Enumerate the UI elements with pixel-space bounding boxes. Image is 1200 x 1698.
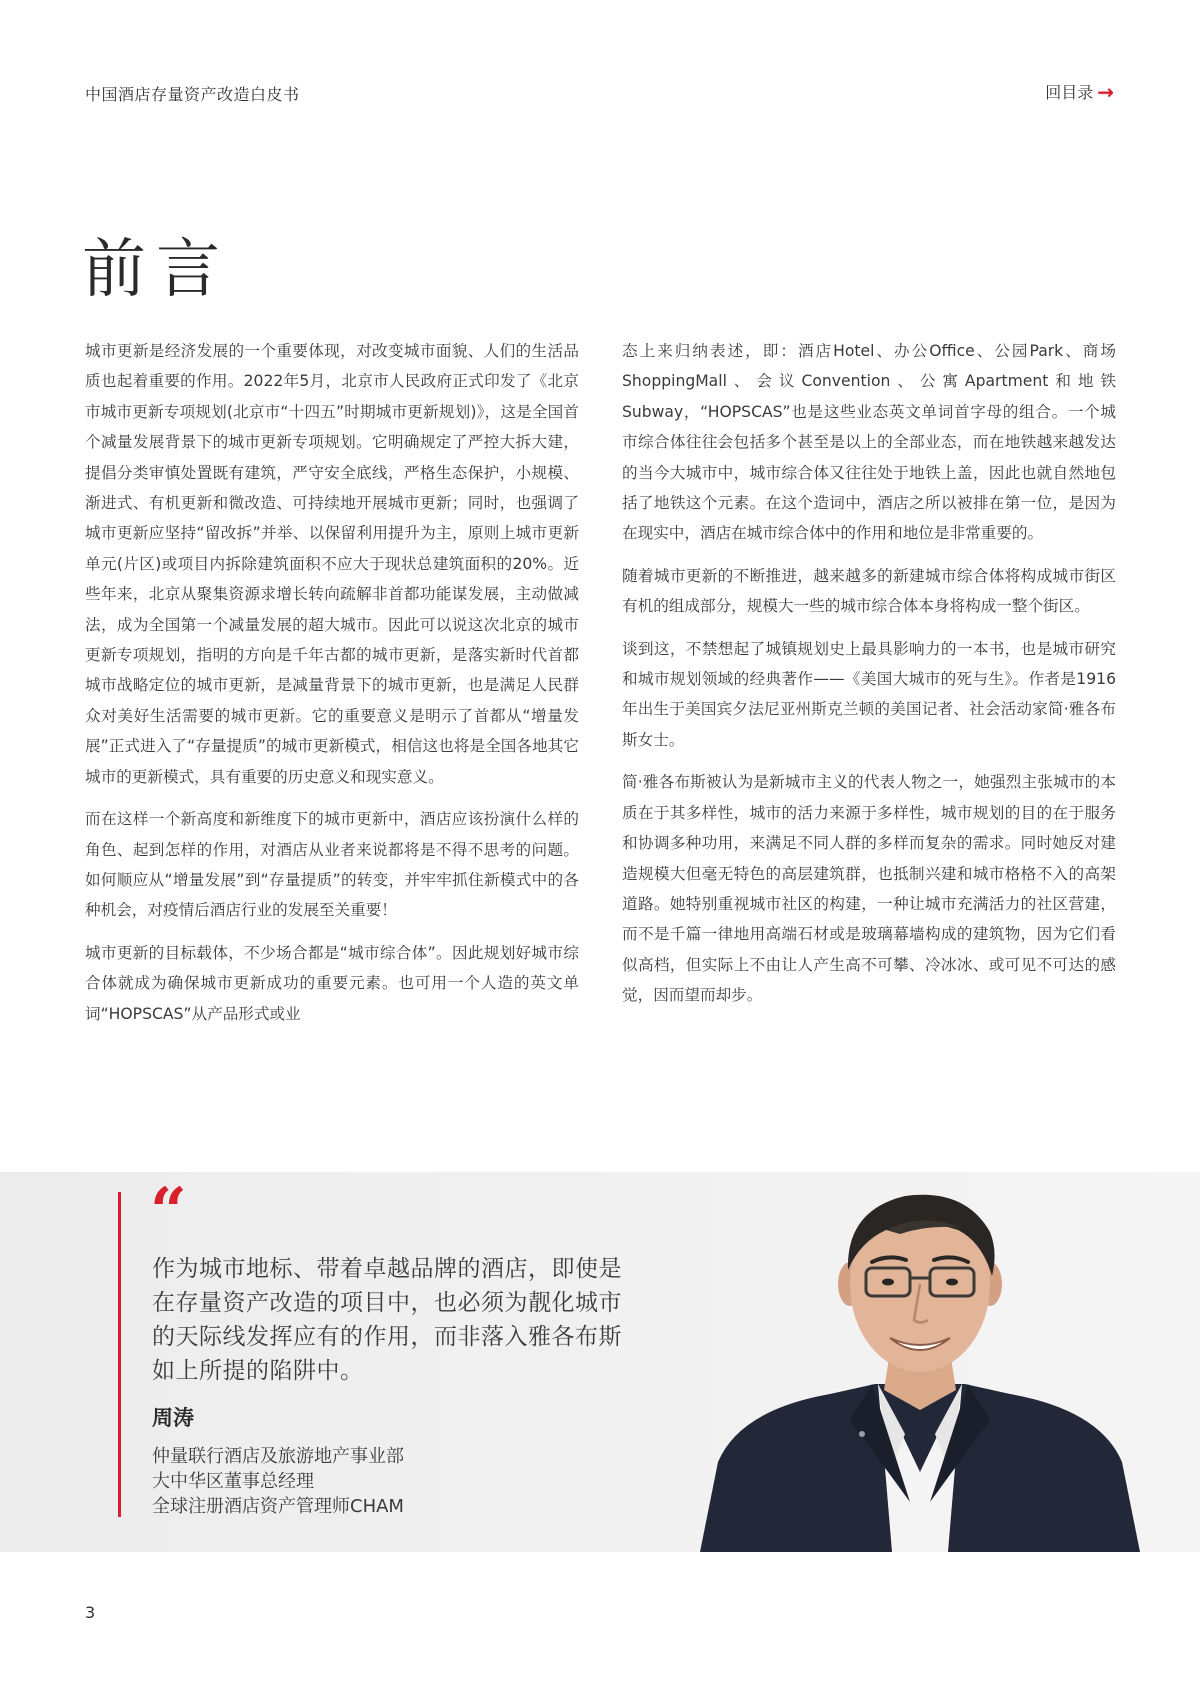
quote-text: 作为城市地标、带着卓越品牌的酒店，即使是在存量资产改造的项目中，也必须为靓化城市的天际线发挥应有的作用，而非落入雅各布斯如上所提的陷阱中。	[152, 1256, 622, 1384]
paragraph: 随着城市更新的不断推进，越来越多的新建城市综合体将构成城市街区有机的组成部分，规模大一些的城市综合体本身将构成一整个街区。	[622, 566, 1116, 616]
paragraph: 谈到这，不禁想起了城镇规划史上最具影响力的一本书，也是城市研究和城市规划领域的经典著作——《美国大城市的死与生》。作者是1916年出生于美国宾夕法尼亚州斯克兰顿的美国记者、社会活动家简·雅各布斯女士。	[622, 639, 1116, 749]
quote-mark-icon: “	[150, 1174, 187, 1249]
author-name: 周涛	[152, 1406, 194, 1430]
back-to-contents-label: 回目录	[1045, 83, 1094, 102]
page-number: 3	[85, 1603, 96, 1622]
author-portrait	[700, 1172, 1140, 1552]
page-title: 前言	[82, 233, 230, 307]
paragraph: 城市更新的目标载体，不少场合都是“城市综合体”。因此规划好城市综合体就成为确保城市更新成功的重要元素。也可用一个人造的英文单词“HOPSCAS”从产品形式或业	[85, 943, 579, 1023]
paragraph: 城市更新是经济发展的一个重要体现，对改变城市面貌、人们的生活品质也起着重要的作用。2022年5月，北京市人民政府正式印发了《北京市城市更新专项规划(北京市“十四五”时期城市更新规划)》，这是全国首个减量发展背景下的城市更新专项规划。它明确规定了严控大拆大建，提倡分类审慎处置既有建筑，严守安全底线，严格生态保护，小规模、渐进式、有机更新和微改造、可持续地开展城市更新；同时，也强调了城市更新应坚持“留改拆”并举、以保留利用提升为主，原则上城市更新单元(片区)或项目内拆除建筑面积不应大于现状总建筑面积的20%。近些年来，北京从聚集资源求增长转向疏解非首都功能谋发展，主动做减法，成为全国第一个减量发展的超大城市。因此可以说这次北京的城市更新专项规划，指明的方向是千年古都的城市更新，是落实新时代首都城市战略定位的城市更新，是减量背景下的城市更新，也是满足人民群众对美好生活需要的城市更新。它的重要意义是明示了首都从“增量发展”正式进入了“存量提质”的城市更新模式，相信这也将是全国各地其它城市的更新模式，具有重要的历史意义和现实意义。	[85, 342, 579, 786]
author-title-line: 大中华区董事总经理	[152, 1471, 314, 1492]
paragraph: 态上来归纳表述，即：酒店Hotel、办公Office、公园Park、商场ShoppingMall、会议Convention、公寓Apartment和地铁Subway，“HOPSCAS”也是这些业态英文单词首字母的组合。一个城市综合体往往会包括多个甚至是以上的全部业态，而在地铁越来越发达的当今大城市中，城市综合体又往往处于地铁上盖，因此也就自然地包括了地铁这个元素。在这个造词中，酒店之所以被排在第一位，是因为在现实中，酒店在城市综合体中的作用和地位是非常重要的。	[622, 342, 1116, 543]
right-text-column	[622, 336, 1116, 1023]
quote-section	[0, 1172, 1200, 1552]
left-text-column	[85, 336, 579, 1041]
paragraph: 而在这样一个新高度和新维度下的城市更新中，酒店应该扮演什么样的角色、起到怎样的作用，对酒店从业者来说都将是不得不思考的问题。如何顺应从“增量发展”到“存量提质”的转变，并牢牢抓住新模式中的各种机会，对疫情后酒店行业的发展至关重要！	[85, 810, 579, 920]
paragraph: 简·雅各布斯被认为是新城市主义的代表人物之一，她强烈主张城市的本质在于其多样性，城市的活力来源于多样性，城市规划的目的在于服务和协调多种功用，来满足不同人群的多样而复杂的需求。同时她反对建造规模大但毫无特色的高层建筑群，也抵制兴建和城市格格不入的高架道路。她特别重视城市社区的构建，一种让城市充满活力的社区营建，而不是千篇一律地用高端石材或是玻璃幕墙构成的建筑物，因为它们看似高档，但实际上不由让人产生高不可攀、冷冰冰、或可见不可达的感觉，因而望而却步。	[622, 773, 1116, 1005]
document-title: 中国酒店存量资产改造白皮书	[85, 85, 300, 104]
author-title-line: 仲量联行酒店及旅游地产事业部	[152, 1446, 404, 1467]
quote-accent-bar	[118, 1192, 121, 1517]
back-to-contents-link[interactable]	[1045, 80, 1114, 103]
author-title-line: 全球注册酒店资产管理师CHAM	[152, 1496, 404, 1517]
author-titles	[152, 1444, 582, 1519]
arrow-right-icon: →	[1097, 79, 1114, 104]
